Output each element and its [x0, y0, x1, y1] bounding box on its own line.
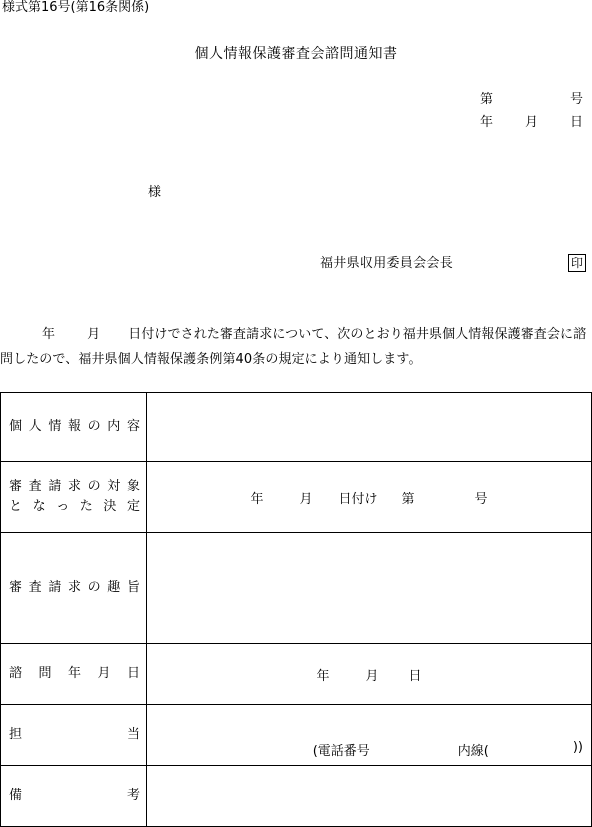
contact-close-paren: )) [572, 739, 583, 755]
reference-number-suffix: 号 [569, 92, 583, 107]
value-remarks[interactable] [147, 766, 592, 827]
form-number: 様式第16号(第16条関係) [2, 0, 150, 15]
seal-mark: 印 [568, 254, 586, 272]
value-decision[interactable] [147, 462, 592, 533]
row-purpose [1, 533, 592, 644]
consult-date-fields [147, 665, 591, 684]
body-month: 月 [87, 327, 101, 342]
reference-month: 月 [524, 115, 538, 130]
contact-phone-line [147, 712, 591, 759]
row-contact [1, 705, 592, 766]
consult-day: 日 [408, 668, 422, 684]
decision-number-prefix: 第 [401, 491, 415, 507]
reference-day: 日 [569, 115, 583, 130]
value-contact[interactable] [147, 705, 592, 766]
row-decision [1, 462, 592, 533]
contact-extension-label: 内線( [457, 743, 489, 759]
label-remarks-text: 備 考 [9, 788, 140, 803]
label-personal-info-text: 個 人 情 報 の 内 容 [9, 419, 140, 434]
decision-year: 年 [250, 491, 264, 507]
notice-body [0, 322, 592, 372]
body-year: 年 [42, 327, 56, 342]
decision-date-number [147, 488, 591, 507]
reference-number-prefix: 第 [480, 92, 494, 107]
value-purpose[interactable] [147, 533, 592, 644]
row-personal-info [1, 393, 592, 462]
decision-dated: 日付け [338, 491, 378, 507]
sender-name: 福井県収用委員会会長 [320, 256, 454, 271]
contact-phone-label: (電話番号 [312, 743, 370, 759]
label-remarks [1, 766, 147, 827]
consult-month: 月 [365, 668, 379, 684]
addressee-honorific: 様 [148, 185, 162, 200]
decision-month: 月 [299, 491, 313, 507]
label-decision [1, 462, 147, 533]
label-decision-line2: と な っ た 決 定 [9, 499, 140, 514]
body-text: 日付けでされた審査請求について、次のとおり福井県個人情報保護審査会に諮問したので、福井県個人情報保護条例第40条の規定により通知します。 [0, 327, 587, 367]
consult-year: 年 [316, 668, 330, 684]
reference-year: 年 [480, 115, 494, 130]
document-title: 個人情報保護審査会諮問通知書 [194, 46, 398, 62]
label-contact-text: 担 当 [9, 727, 140, 742]
label-consult-date [1, 644, 147, 705]
reference-date [480, 115, 583, 131]
decision-number-suffix: 号 [474, 491, 488, 507]
label-contact [1, 705, 147, 766]
row-remarks [1, 766, 592, 827]
reference-number [480, 92, 583, 108]
label-consult-date-text: 諮 問 年 月 日 [9, 666, 140, 681]
label-decision-line1: 審 査 請 求 の 対 象 [9, 479, 140, 494]
value-personal-info[interactable] [147, 393, 592, 462]
row-consult-date [1, 644, 592, 705]
label-personal-info [1, 393, 147, 462]
label-purpose-text: 審 査 請 求 の 趣 旨 [9, 580, 140, 595]
label-purpose [1, 533, 147, 644]
info-table [0, 392, 592, 827]
value-consult-date[interactable] [147, 644, 592, 705]
